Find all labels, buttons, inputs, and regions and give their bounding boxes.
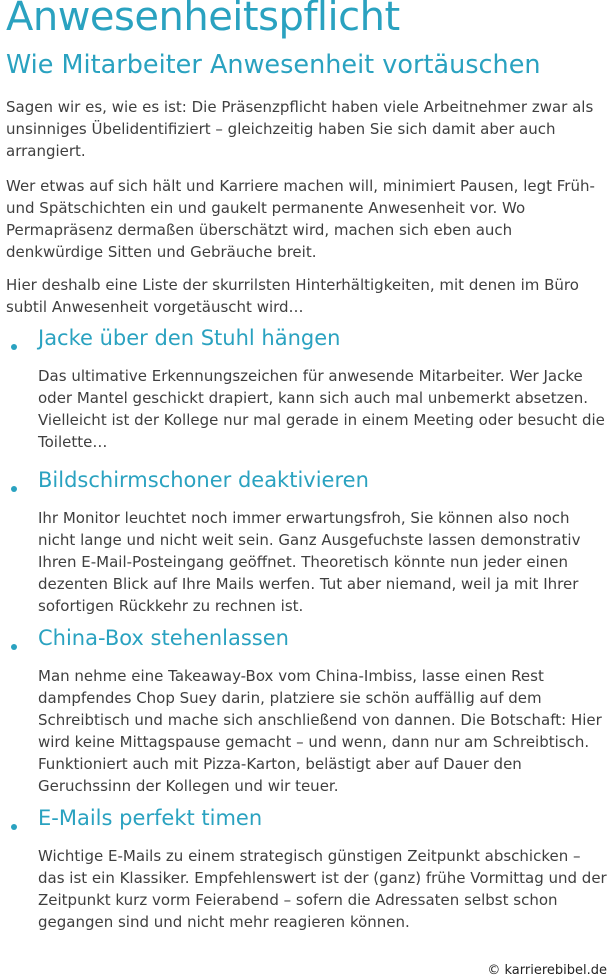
section-body: Wichtige E-Mails zu einem strategisch günstigen Zeitpunkt abschicken – das ist ein Klassiker. Empfehlenswert ist der (ganz) frühe Vormittag und der Zeitpunkt kurz vorm Feierabend – sofern die Adressaten selbst schon gegangen sind und nicht mehr reagieren können. <box>38 847 607 931</box>
page-title: Anwesenheitspflicht <box>6 0 400 40</box>
section-heading: China-Box stehenlassen <box>38 626 289 650</box>
intro-paragraph: Hier deshalb eine Liste der skurrilsten Hinterhältigkeiten, mit denen im Büro subtil Anwesenheit vorgetäuscht wird… <box>6 276 579 316</box>
page-subtitle: Wie Mitarbeiter Anwesenheit vortäuschen <box>6 50 541 80</box>
bullet-icon <box>11 344 17 350</box>
bullet-icon <box>11 824 17 830</box>
copyright-notice: © karrierebibel.de <box>487 963 607 978</box>
intro-paragraph: Wer etwas auf sich hält und Karriere machen will, minimiert Pausen, legt Früh- und Spätschichten ein und gaukelt permanente Anwesenheit vor. Wo Permapräsenz dermaßen überschätzt wird, machen sich eben auch denkwürdige Sitten und Gebräuche breit. <box>6 177 595 261</box>
bullet-icon <box>11 486 17 492</box>
section-heading: E-Mails perfekt timen <box>38 806 263 830</box>
section-heading: Jacke über den Stuhl hängen <box>38 326 341 350</box>
section-body: Man nehme eine Takeaway-Box vom China-Imbiss, lasse einen Rest dampfendes Chop Suey darin, platziere sie schön auffällig auf dem Schreibtisch und mache sich anschließend von dannen. Die Botschaft: Hier wird keine Mittagspause gemacht – und wenn, dann nur am Schreibtisch. Funktioniert auch mit Pizza-Karton, belästigt aber auf Dauer den Geruchssinn der Kollegen und wir teuer. <box>38 667 602 795</box>
bullet-icon <box>11 644 17 650</box>
intro-paragraph: Sagen wir es, wie es ist: Die Präsenzpflicht haben viele Arbeitnehmer zwar als unsinniges Übelidentifiziert – gleichzeitig haben Sie sich damit aber auch arrangiert. <box>6 98 594 160</box>
section-heading: Bildschirmschoner deaktivieren <box>38 468 369 492</box>
section-body: Ihr Monitor leuchtet noch immer erwartungsfroh, Sie können also noch nicht lange und nicht weit sein. Ganz Ausgefuchste lassen demonstrativ Ihren E-Mail-Posteingang geöffnet. Theoretisch könnte nun jeder einen dezenten Blick auf Ihre Mails werfen. Tut aber niemand, weil ja mit Ihrer sofortigen Rückkehr zu rechnen ist. <box>38 509 581 615</box>
section-body: Das ultimative Erkennungszeichen für anwesende Mitarbeiter. Wer Jacke oder Mantel geschickt drapiert, kann sich auch mal unbemerkt absetzen. Vielleicht ist der Kollege nur mal gerade in einem Meeting oder besucht die Toilette… <box>38 367 605 451</box>
